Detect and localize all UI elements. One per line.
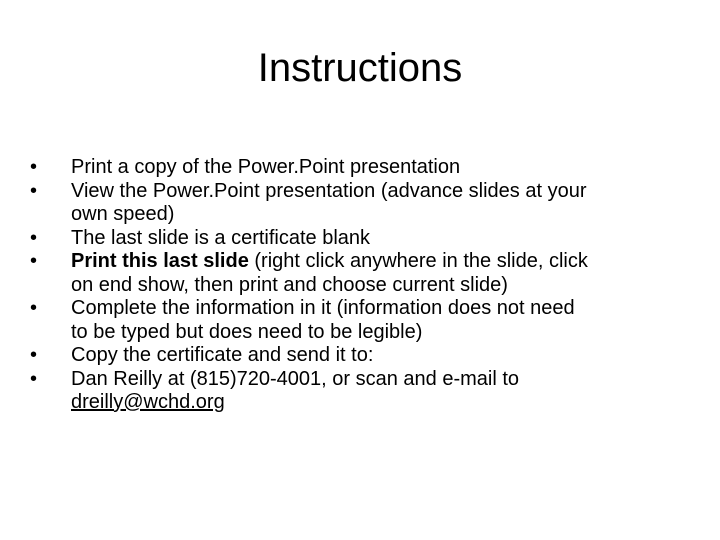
bullet-dot-icon: • [30, 179, 38, 202]
slide-title: Instructions [257, 46, 463, 90]
list-item-text: Print a copy of the Power.Point presentation [71, 156, 461, 178]
list-item-text: The last slide is a certificate blank [71, 226, 371, 249]
list-item-copy-certificate [30, 344, 690, 368]
list-item-text: Dan Reilly at (815)720-4001, or scan and e-mail to [71, 367, 520, 390]
list-item-text: View the Power.Point presentation (advance slides at your [71, 179, 587, 202]
bullet-dot-icon: • [30, 250, 38, 272]
instruction-list [30, 156, 690, 415]
list-item-text: Copy the certificate and send it to: [71, 344, 374, 366]
list-item-text: Complete the information in it (information does not need [71, 297, 575, 319]
list-item-text-continued: to be typed but does need to be legible) [71, 320, 423, 343]
list-item-view-presentation [30, 180, 690, 227]
list-item-bold-text: Print this last slide [71, 250, 249, 272]
list-item-text: (right click anywhere in the slide, click [248, 250, 588, 272]
list-item-text-continued: on end show, then print and choose current slide) [71, 273, 508, 296]
bullet-dot-icon: • [30, 344, 38, 366]
list-item-print-last-slide [30, 250, 690, 297]
bullet-dot-icon: • [30, 297, 38, 319]
list-item-contact [30, 368, 690, 415]
bullet-dot-icon: • [30, 367, 38, 390]
bullet-dot-icon: • [30, 226, 38, 249]
email-link[interactable]: dreilly@wchd.org [71, 391, 225, 413]
list-item-text-continued: own speed) [71, 203, 175, 225]
list-item-print-copy [30, 156, 690, 180]
list-item-complete-information [30, 297, 690, 344]
bullet-dot-icon: • [30, 156, 38, 178]
list-item-certificate-blank [30, 227, 690, 251]
